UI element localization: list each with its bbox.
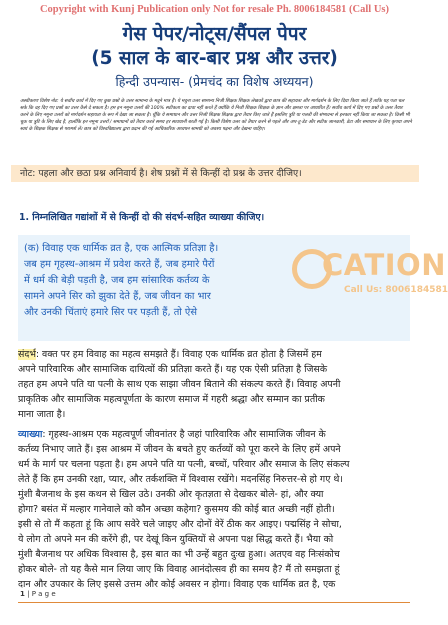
context-line: माना जाता है। [18,409,66,420]
explanation-line: मुंशी बैजनाथ के इस कथन से खिल उठे। उनकी ओर कृतज्ञता से देखकर बोले- हां, और क्या [18,489,324,500]
page-label: P a g e [31,590,56,598]
explanation-line: धर्म के मार्ग पर चलना पड़ता है। हम अपने पति या पत्नी, बच्चों, परिवार और समाज के लिए संकल्प [18,459,350,470]
explanation-label: व्याख्या [18,429,43,440]
context-line: अपने पारिवारिक और सामाजिक दायित्वों की प्रतिज्ञा करते हैं। यह एक ऐसी प्रतिज्ञा है जिसके [18,364,328,375]
explanation-line: कर्तव्य निभाए जाते हैं। इस आश्रम में जीवन के बचते हुए कर्तव्यों को पूरा करने के लिए हमें अपने [18,444,341,455]
page-subtitle: हिन्दी उपन्यास- (प्रेमचंद का विशेष अध्ययन) [115,74,314,89]
page-footer: 1 | P a g e [20,590,56,598]
context-line: प्राकृतिक और सामाजिक महत्वपूर्णता के कारण समाज में गहरी श्रद्धा और सम्मान का प्रतीक [18,394,325,405]
context-label: संदर्भ [18,349,36,360]
passage-line: और उनकी चिंताएं हमारे सिर पर पड़ती हैं, तो ऐसे [24,307,197,318]
context-line: संदर्भ: वक्त पर हम विवाह का महत्व समझते हैं। विवाह एक धार्मिक व्रत होता है जिसमें हम [18,349,322,360]
passage-line: में धर्म की बेड़ी पड़ती है, जब हम सांसारिक कर्तव्य के [24,275,210,286]
explanation-line: लेते हैं कि हम उनकी रक्षा, प्यार, और तर्कशक्ति में विश्वास रखेंगे। मदनसिंह निरुत्तर-से हो गए थे। [18,474,343,485]
page-number: 1 [20,590,25,598]
explanation-line: इसी से तो मैं कहता हूं कि आप सवेरे चले जाइए और दोनों वेरें ठीक कर आइए। पद्मसिंह ने सोचा, [18,519,342,530]
passage-line: सामने अपने सिर को झुका देते हैं, जब जीवन का भार [24,291,211,302]
explanation-line: होगा? बसंत में मल्हार गानेवाले को कौन अच्छा कहेगा? कुसमय की कोई बात अच्छी नहीं होती। [18,504,335,515]
publisher-watermark [292,247,448,295]
watermark-text: CATION [322,248,446,282]
explanation-line: मुंशी बैजनाथ पर अधिक विश्वास है, इस बात का भी उन्हें बहुत दुःख हुआ। अतएव वह निःसंकोच [18,549,340,560]
explanation-line: दान और उपकार के लिए इससे उत्तम और कोई अवसर न होगा। विवाह एक धार्मिक व्रत है, एक [18,579,336,590]
explanation-line: व्याख्या: गृहस्थ-आश्रम एक महत्वपूर्ण जीवनांतर है जहां पारिवारिक और सामाजिक जीवन के [18,429,326,440]
explanation-line: होकर बोले- तो यह कैसे मान लिया जाए कि विवाह आनंदोत्सव ही का समय है? मैं तो समझता हूं [18,564,340,575]
disclaimer-text: अस्वीकरण विशेष नोट: ये सवाँच कार्य में दिए गए कुछ प्रश्नों के उत्तर सामान्य के मदुने मात्र हैं। ये मदुना उत्तर सामान्य निजी शिक्षक शिक्षक लेखकों द्वारा छात्र की सहायता और मार्गदर्शन के लिए दिया किया जाते हैं ताकि यह पता चल सके कि वह दिए गए प्रश्नों का उत्तर कैसे दे सकता है। हम इन नमूना उत्तरों की 100% सटीकता का दावा नहीं करते हैं क्योंकि ये निजी शिक्षक शिक्षक के ज्ञान और क्षमता पर आधारित हैं। सवाँच कार्य में दिए गए प्रश्नों के उत्तर तैयार करने के लिए नमूना उत्तरों को मार्गदर्शन सहायता के रूप में देखा जा सकता है। चूँकि ये समाधान और उत्तर निजी शिक्षक शिक्षक द्वारा तैयार किए जाते हैं इसलिए त्रुटि या गलती की संभावना से इनकार नहीं किया जा सकता है। किसी भी चूक या त्रुटि के लिए खेद है, हालाँकि इन नमूना उत्तरों / समाधानों को तैयार करते समय हर सावधानी बरती गई है। किसी विशेष उत्तर को तैयार करने से पहले और अप-टू-डेट और सटीक जानकारी, डेटा और समाधान के लिए कृपया अपने स्वयं के शिक्षक शिक्षक से परामर्श लें। छात्र को विश्वविद्यालय द्वारा प्रदान की गई आधिकारिक अध्ययन सामग्री को अवश्य पढ़ना और देखना चाहिए। [20,99,412,132]
watermark-phone: Call Us: 8006184581 [344,285,448,295]
copyright-banner: Copyright with Kunj Publication only Not for resale Ph. 8006184581 (Call Us) [39,4,390,15]
page-title: गेस पेपर/नोट्स/सैंपल पेपर [122,23,307,45]
passage-line: जब हम गृहस्थ-आश्रम में प्रवेश करते हैं, जब हमारे पैरों [24,259,215,270]
question-heading: 1. निम्नलिखित गद्यांशों में से किन्हीं दो की संदर्भ-सहित व्याख्या कीजिए। [19,212,265,223]
passage-line: (क) विवाह एक धार्मिक व्रत है, एक आत्मिक प्रतिज्ञा है। [24,243,219,254]
page-title-line2: (5 साल के बार-बार प्रश्न और उत्तर) [91,48,338,69]
context-line: तहत हम अपने पति या पत्नी के साथ एक साझा जीवन बिताने की संकल्प करते हैं। विवाह अपनी [18,379,341,390]
instruction-note: नोट: पहला और छठा प्रश्न अनिवार्य है। शेष प्रश्नों में से किन्हीं दो प्रश्न के उत्तर दीजिए। [11,165,419,182]
explanation-line: ये लोग तो अपने मन की करेंगे ही, पर देखूं किन युक्तियों से अपना पक्ष सिद्ध करते हैं। भैया को [18,534,334,545]
footer-divider [18,602,410,603]
